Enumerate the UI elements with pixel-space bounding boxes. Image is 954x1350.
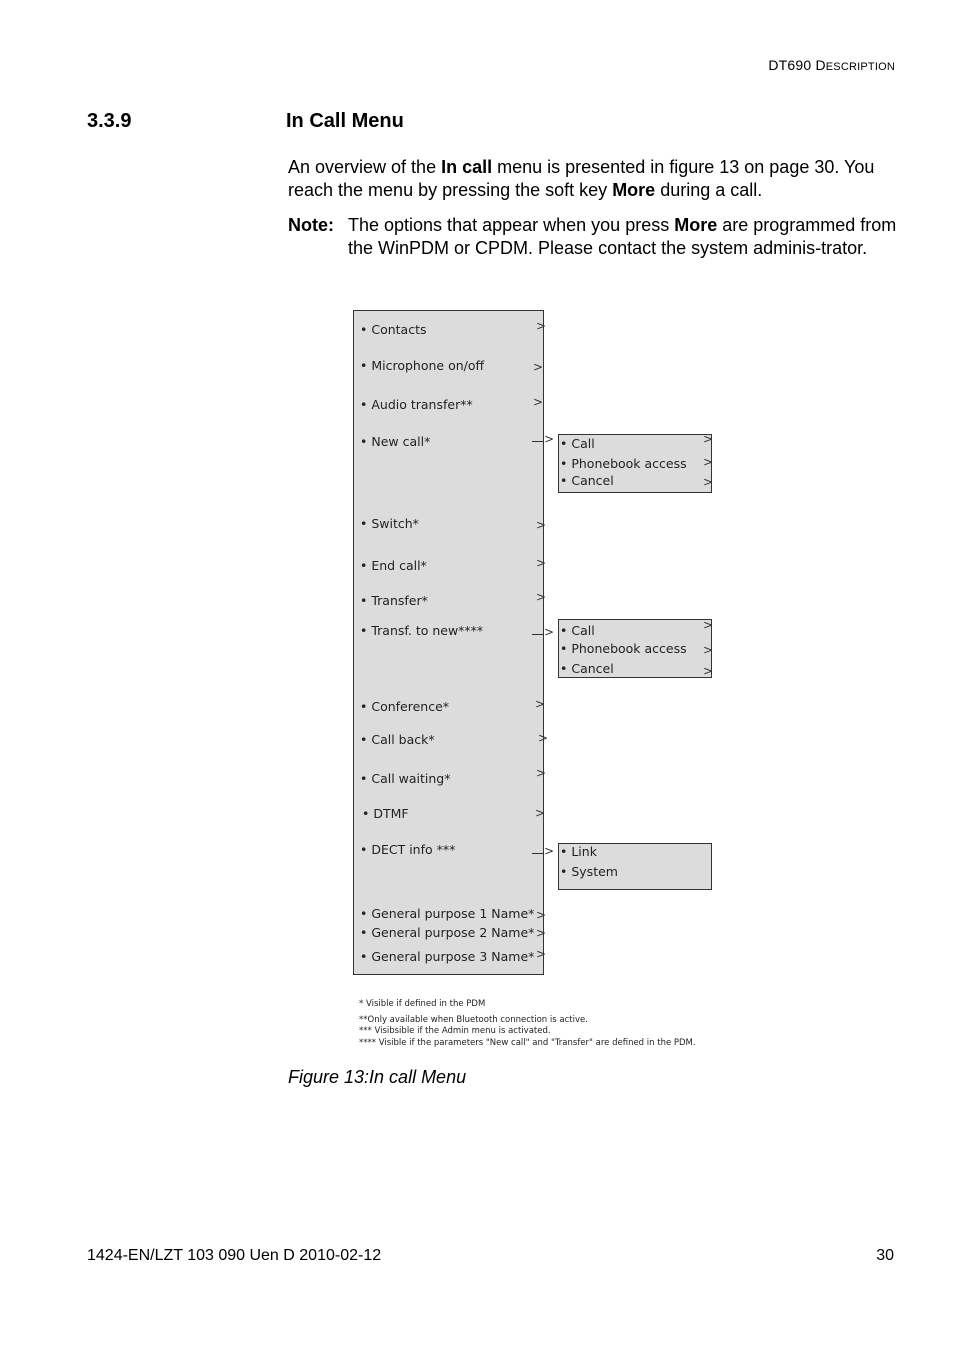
menu-item-conference[interactable]: • Conference* [360, 699, 450, 714]
menu-item-general-purpose-3[interactable]: • General purpose 3 Name* [360, 949, 535, 964]
intro-bold: In call [441, 157, 493, 177]
menu-item-dect-info[interactable]: • DECT info *** [360, 842, 456, 857]
page-number: 30 [876, 1247, 894, 1264]
footnote: **** Visible if the parameters "New call" and "Transfer" are defined in the PDM. [359, 1038, 696, 1048]
menu-item-microphone[interactable]: • Microphone on/off [360, 358, 485, 373]
footnote: **Only available when Bluetooth connection is active. [359, 1015, 588, 1025]
connector-line [532, 441, 544, 442]
chevron-right-icon: > [544, 625, 555, 639]
submenu-item-cancel[interactable]: • Cancel [560, 661, 614, 676]
menu-item-general-purpose-1[interactable]: • General purpose 1 Name* [360, 906, 535, 921]
intro-text: An overview of the [288, 157, 442, 177]
note-text [348, 214, 898, 260]
chevron-right-icon: > [703, 455, 714, 469]
menu-item-end-call[interactable]: • End call* [360, 558, 427, 573]
menu-item-general-purpose-2[interactable]: • General purpose 2 Name* [360, 925, 535, 940]
chevron-right-icon: > [536, 908, 547, 922]
submenu-item-call[interactable]: • Call [560, 436, 595, 451]
submenu-new-call [558, 434, 712, 493]
menu-item-call-waiting[interactable]: • Call waiting* [360, 771, 451, 786]
footnote: * Visible if defined in the PDM [359, 999, 486, 1009]
header-text: DT690 D [768, 57, 826, 73]
menu-item-call-back[interactable]: • Call back* [360, 732, 435, 747]
chevron-right-icon: > [703, 432, 714, 446]
section-title: In Call Menu [286, 110, 404, 132]
chevron-right-icon: > [536, 319, 547, 333]
intro-paragraph [288, 156, 898, 202]
intro-bold: More [612, 180, 656, 200]
chevron-right-icon: > [703, 618, 714, 632]
connector-line [532, 634, 544, 635]
chevron-right-icon: > [536, 518, 547, 532]
header-text-smallcaps: ESCRIPTION [825, 61, 895, 73]
note-label: Note: [288, 215, 334, 235]
submenu-item-cancel[interactable]: • Cancel [560, 473, 614, 488]
chevron-right-icon: > [536, 926, 547, 940]
menu-item-contacts[interactable]: • Contacts [360, 322, 427, 337]
chevron-right-icon: > [703, 664, 714, 678]
in-call-menu-panel [353, 310, 555, 975]
running-header [768, 57, 895, 73]
chevron-right-icon: > [535, 697, 546, 711]
submenu-item-link[interactable]: • Link [560, 844, 597, 859]
submenu-item-phonebook-access[interactable]: • Phonebook access [560, 456, 687, 471]
menu-item-switch[interactable]: • Switch* [360, 516, 419, 531]
submenu-dect-info [558, 843, 712, 890]
chevron-right-icon: > [703, 475, 714, 489]
chevron-right-icon: > [544, 432, 555, 446]
figure-caption: Figure 13:In call Menu [288, 1067, 467, 1087]
chevron-right-icon: > [536, 947, 547, 961]
chevron-right-icon: > [536, 556, 547, 570]
footnote: *** Visibsible if the Admin menu is activated. [359, 1026, 551, 1036]
note-text-part: The options that appear when you press [348, 215, 675, 235]
chevron-right-icon: > [538, 731, 549, 745]
footer-doc-id: 1424-EN/LZT 103 090 Uen D 2010-02-12 [87, 1247, 382, 1264]
menu-item-dtmf[interactable]: • DTMF [362, 806, 409, 821]
chevron-right-icon: > [535, 806, 546, 820]
connector-line [532, 853, 544, 854]
menu-item-transfer[interactable]: • Transfer* [360, 593, 428, 608]
menu-item-transf-to-new[interactable]: • Transf. to new**** [360, 623, 484, 638]
menu-item-new-call[interactable]: • New call* [360, 434, 431, 449]
submenu-item-phonebook-access[interactable]: • Phonebook access [560, 641, 687, 656]
note-text-part: are programmed from the WinPDM or CPDM. Please contact the system adminis-trator. [348, 215, 897, 258]
submenu-transf-to-new [558, 619, 712, 678]
section-number: 3.3.9 [87, 110, 132, 132]
chevron-right-icon: > [533, 360, 544, 374]
chevron-right-icon: > [703, 643, 714, 657]
menu-item-audio-transfer[interactable]: • Audio transfer** [360, 397, 473, 412]
chevron-right-icon: > [544, 844, 555, 858]
intro-text: menu is presented in figure 13 on page 30. You reach the menu by pressing the soft key [288, 157, 875, 200]
chevron-right-icon: > [536, 590, 547, 604]
submenu-item-system[interactable]: • System [560, 864, 618, 879]
note-bold: More [674, 215, 718, 235]
intro-text: during a call. [655, 180, 763, 200]
chevron-right-icon: > [533, 395, 544, 409]
submenu-item-call[interactable]: • Call [560, 623, 595, 638]
chevron-right-icon: > [536, 766, 547, 780]
